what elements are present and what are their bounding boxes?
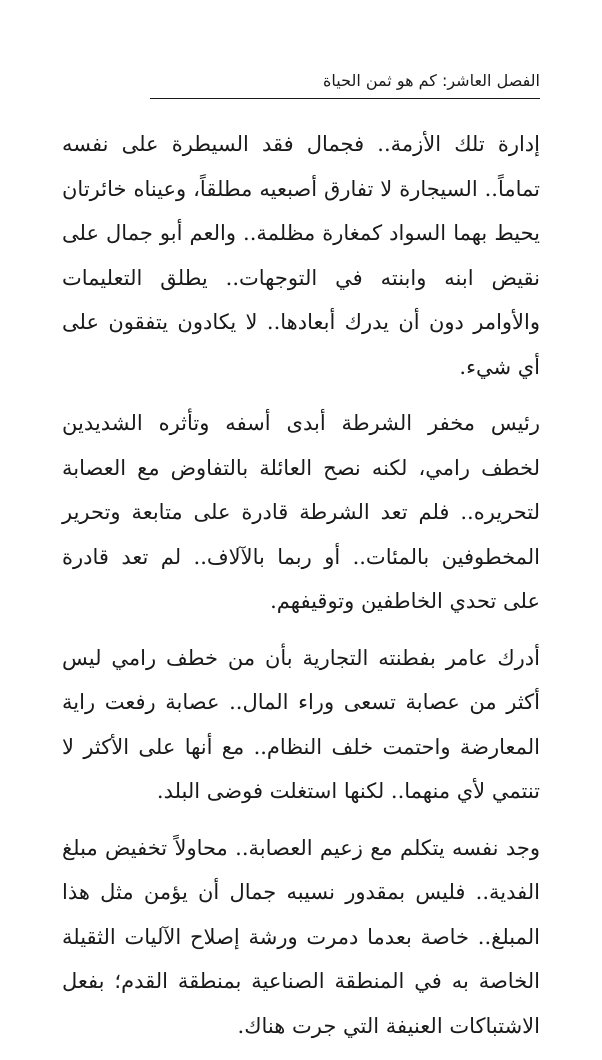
running-head: الفصل العاشر: كم هو ثمن الحياة [150, 68, 540, 99]
paragraph: أدرك عامر بفطنته التجارية بأن من خطف رامي ليس أكثر من عصابة تسعى وراء المال.. عصابة رفعت راية المعارضة واحتمت خلف النظام.. مع أنها على الأكثر لا تنتمي لأي منهما.. لكنها استغلت فوضى البلد. [62, 645, 540, 803]
body-text [62, 122, 540, 1060]
paragraph: إدارة تلك الأزمة.. فجمال فقد السيطرة على نفسه تماماً.. السيجارة لا تفارق أصبعيه مطلقاً، وعيناه خائرتان يحيط بهما السواد كمغارة مظلمة.. والعم أبو جمال على نقيض ابنه وابنته في التوجهات.. يطلق التعليمات والأوامر دون أن يدرك أبعادها.. لا يكادون يتفقون على أي شيء. [62, 132, 540, 379]
paragraph: رئيس مخفر الشرطة أبدى أسفه وتأثره الشديدين لخطف رامي، لكنه نصح العائلة بالتفاوض مع العصابة لتحريره.. فلم تعد الشرطة قادرة على متابعة وتحرير المخطوفين بالمئات.. أو ربما بالآلاف.. لم تعد قادرة على تحدي الخاطفين وتوقيفهم. [62, 411, 540, 613]
paragraph: وجد نفسه يتكلم مع زعيم العصابة.. محاولاً تخفيض مبلغ الفدية.. فليس بمقدور نسيبه جمال أن يؤمن مثل هذا المبلغ.. خاصة بعدما دمرت ورشة إصلاح الآليات الثقيلة الخاصة به في المنطقة الصناعية بمنطقة القدم؛ بفعل الاشتباكات العنيفة التي جرت هناك. [62, 835, 540, 1038]
